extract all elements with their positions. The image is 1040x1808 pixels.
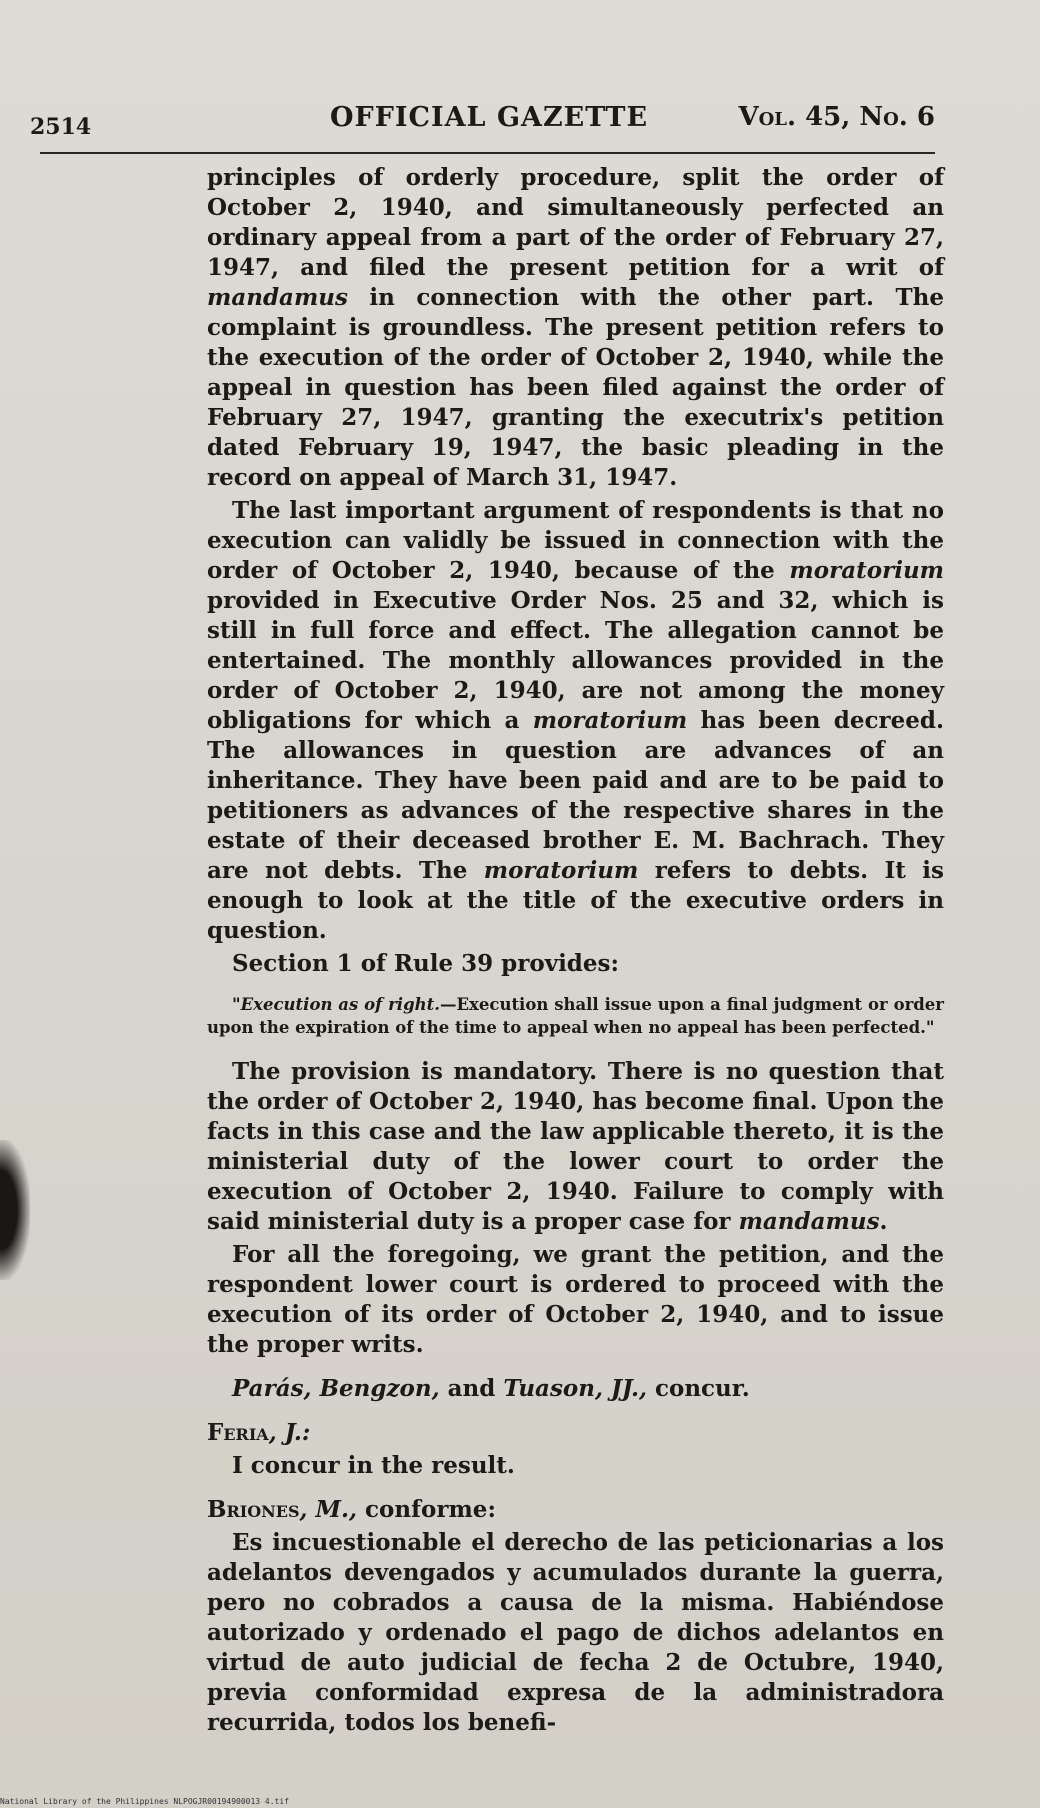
- header-rule: [40, 152, 935, 154]
- page-header: [30, 100, 935, 144]
- concurrence-line: Parás, Bengzon, and Tuason, JJ., concur.: [232, 1375, 750, 1402]
- spanish-paragraph: Es incuestionable el derecho de las peticionarias a los adelantos devengados y acumulados durante la guerra, pero no cobrados a causa de la misma. Habiéndose autorizado y ordenado el pago de dichos adelantos en virtud de auto judicial de fecha 2 de Octubre, 1940, previa conformidad expresa de la administradora recurrida, todos los benefi-: [207, 1529, 944, 1736]
- scan-footer: National Library of the Philippines NLPOGJR00194900013 4.tif: [0, 1797, 289, 1806]
- paragraph-2: The last important argument of respondents is that no execution can validly be issued in connection with the order of October 2, 1940, because of the moratorium provided in Executive Order Nos. 25 and 32, which is still in full force and effect. The allegation cannot be entertained. The monthly allowances provided in the order of October 2, 1940, are not among the money obligations for which a moratorium has been decreed. The allowances in question are advances of an inheritance. They have been paid and are to be paid to petitioners as advances of the respective shares in the estate of their deceased brother E. M. Bachrach. They are not debts. The moratorium refers to debts. It is enough to look at the title of the executive orders in question.: [207, 497, 944, 944]
- publication-title: OFFICIAL GAZETTE: [330, 102, 649, 133]
- paragraph-5: For all the foregoing, we grant the petition, and the respondent lower court is ordered to proceed with the execution of its order of October 2, 1940, and to issue the proper writs.: [207, 1241, 944, 1358]
- volume-number: Vol. 45, No. 6: [738, 102, 935, 132]
- paragraph-1: principles of orderly procedure, split the order of October 2, 1940, and simultaneously perfected an ordinary appeal from a part of the order of February 27, 1947, and filed the present petition for a writ of mandamus in connection with the other part. The complaint is groundless. The present petition refers to the execution of the order of October 2, 1940, while the appeal in question has been filed against the order of February 27, 1947, granting the executrix's petition dated February 19, 1947, the basic pleading in the record on appeal of March 31, 1947.: [207, 164, 944, 491]
- paragraph-3: Section 1 of Rule 39 provides:: [232, 950, 619, 977]
- block-quote: "Execution as of right.—Execution shall issue upon a final judgment or order upon the expiration of the time to appeal when no appeal has been perfected.": [207, 995, 945, 1037]
- page-edge-blot: [0, 1140, 30, 1280]
- body-text: [207, 163, 944, 1741]
- paragraph-4: The provision is mandatory. There is no question that the order of October 2, 1940, has become final. Upon the facts in this case and the law applicable thereto, it is the ministerial duty of the lower court to order the execution of October 2, 1940. Failure to comply with said ministerial duty is a proper case for mandamus.: [207, 1058, 944, 1235]
- feria-text: I concur in the result.: [232, 1452, 515, 1479]
- briones-heading: Briones, M., conforme:: [207, 1496, 496, 1523]
- feria-heading: Feria, J.:: [207, 1419, 311, 1446]
- page-number: 2514: [30, 114, 92, 140]
